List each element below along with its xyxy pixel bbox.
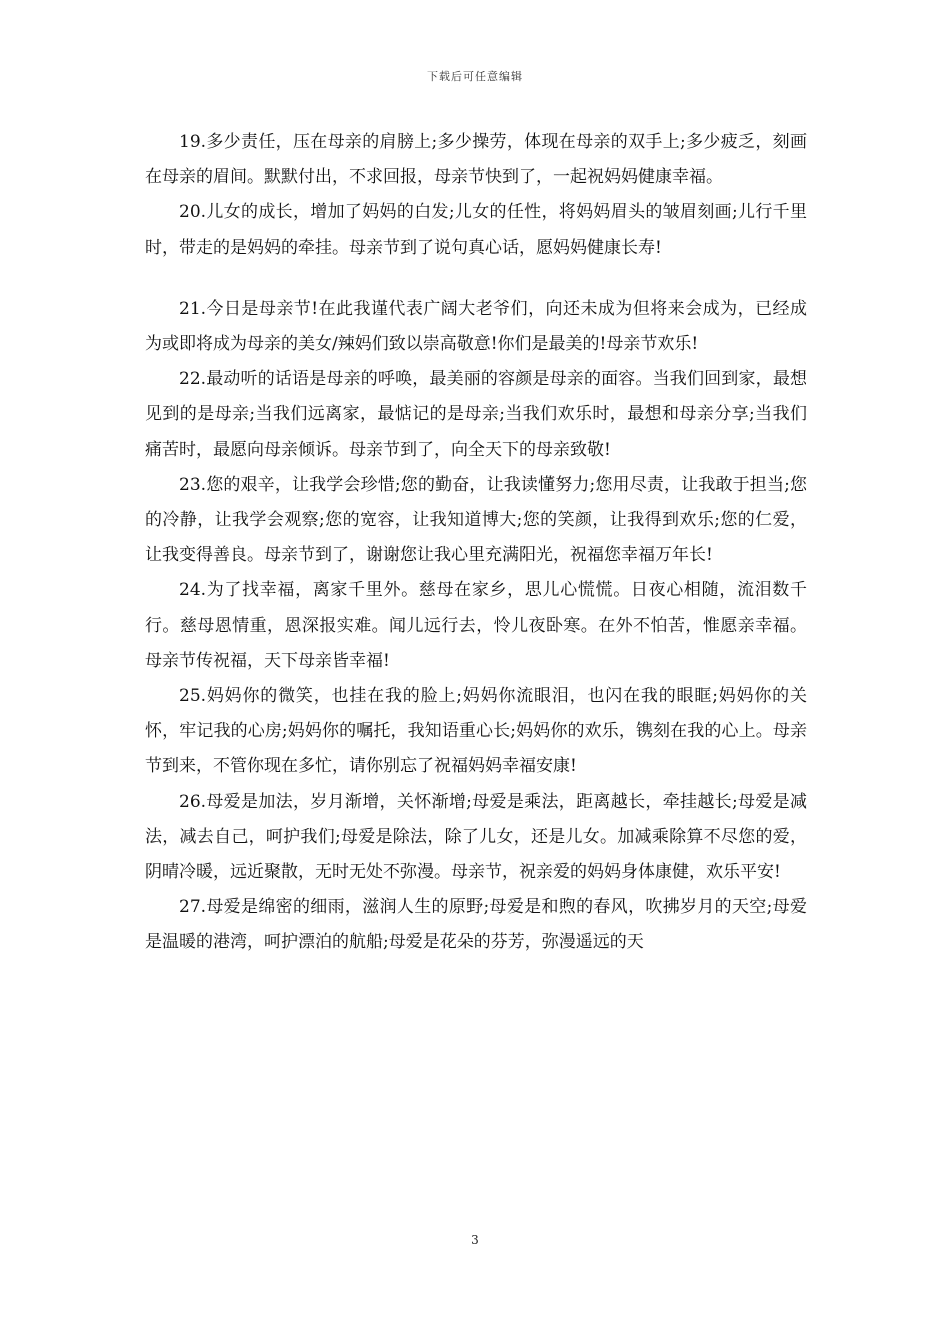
document-body — [145, 125, 807, 961]
paragraph-22: 22.最动听的话语是母亲的呼唤，最美丽的容颜是母亲的面容。当我们回到家，最想见到的是母亲;当我们远离家，最惦记的是母亲;当我们欢乐时，最想和母亲分享;当我们痛苦时，最愿向母亲倾诉。母亲节到了，向全天下的母亲致敬! — [145, 369, 807, 460]
paragraph-19: 19.多少责任，压在母亲的肩膀上;多少操劳，体现在母亲的双手上;多少疲乏，刻画在母亲的眉间。默默付出，不求回报，母亲节快到了，一起祝妈妈健康幸福。 — [145, 132, 807, 188]
paragraph-23: 23.您的艰辛，让我学会珍惜;您的勤奋，让我读懂努力;您用尽责，让我敢于担当;您的冷静，让我学会观察;您的宽容，让我知道博大;您的笑颜，让我得到欢乐;您的仁爱，让我变得善良。母亲节到了，谢谢您让我心里充满阳光，祝福您幸福万年长! — [145, 474, 807, 566]
page-number: 3 — [471, 1233, 479, 1247]
paragraph-25: 25.妈妈你的微笑，也挂在我的脸上;妈妈你流眼泪，也闪在我的眼眶;妈妈你的关怀，牢记我的心房;妈妈你的嘱托，我知语重心长;妈妈你的欢乐，镌刻在我的心上。母亲节到来，不管你现在多忙，请你别忘了祝福妈妈幸福安康! — [145, 686, 807, 777]
paragraph-26: 26.母爱是加法，岁月渐增，关怀渐增;母爱是乘法，距离越长，牵挂越长;母爱是减法，减去自己，呵护我们;母爱是除法，除了儿女，还是儿女。加减乘除算不尽您的爱，阴晴冷暖，远近聚散，无时无处不弥漫。母亲节，祝亲爱的妈妈身体康健，欢乐平安! — [145, 791, 807, 883]
paragraph-24: 24.为了找幸福，离家千里外。慈母在家乡，思儿心慌慌。日夜心相随，流泪数千行。慈母恩情重，恩深报实难。闻儿远行去，怜儿夜卧寒。在外不怕苦，惟愿亲幸福。母亲节传祝福，天下母亲皆幸福! — [145, 580, 807, 671]
paragraph-20: 20.儿女的成长，增加了妈妈的白发;儿女的任性，将妈妈眉头的皱眉刻画;儿行千里时，带走的是妈妈的牵挂。母亲节到了说句真心话，愿妈妈健康长寿! — [145, 202, 807, 258]
paragraph-21: 21.今日是母亲节!在此我谨代表广阔大老爷们，向还未成为但将来会成为，已经成为或即将成为母亲的美女/辣妈们致以崇高敬意!你们是最美的!母亲节欢乐! — [145, 298, 807, 355]
paragraph-27: 27.母爱是绵密的细雨，滋润人生的原野;母爱是和煦的春风，吹拂岁月的天空;母爱是温暖的港湾，呵护漂泊的航船;母爱是花朵的芬芳，弥漫遥远的天 — [145, 897, 807, 953]
page-header: 下载后可任意编辑 — [427, 70, 523, 83]
paragraph-gap — [145, 266, 807, 292]
